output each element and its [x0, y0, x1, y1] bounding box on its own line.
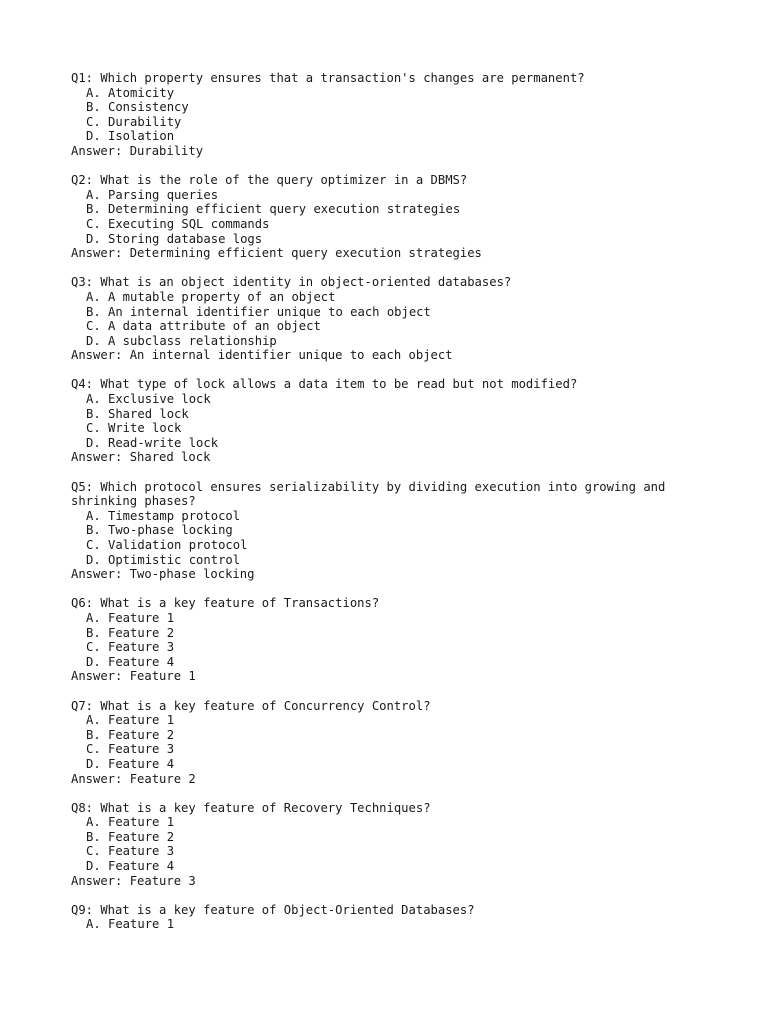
- option-c: C. Executing SQL commands: [86, 216, 270, 231]
- question-block-q5: [71, 480, 691, 582]
- answer-text: Answer: Feature 1: [71, 669, 196, 684]
- answer-text: Answer: Durability: [71, 143, 204, 158]
- answer-text: Answer: Feature 2: [71, 771, 196, 786]
- option-b: B. Two-phase locking: [86, 523, 233, 538]
- option-b: B. An internal identifier unique to each object: [86, 304, 431, 319]
- option-a: A. Feature 1: [86, 610, 175, 625]
- option-a: A. Feature 1: [86, 917, 175, 932]
- option-c: C. Validation protocol: [86, 538, 248, 552]
- option-b: B. Shared lock: [86, 406, 189, 421]
- option-d: D. Feature 4: [86, 859, 175, 874]
- question-block-q9: [71, 903, 691, 932]
- option-a: A. Feature 1: [86, 815, 175, 830]
- question-text: Q8: What is a key feature of Recovery Techniques?: [71, 800, 431, 815]
- question-block-q7: [71, 699, 691, 787]
- quiz-document: [71, 71, 691, 947]
- answer-text: Answer: Two-phase locking: [71, 567, 255, 582]
- answer-text: Answer: Shared lock: [71, 450, 211, 465]
- question-block-q1: [71, 71, 691, 159]
- option-b: B. Consistency: [86, 100, 189, 115]
- question-block-q4: [71, 377, 691, 465]
- question-block-q8: [71, 801, 691, 889]
- question-text: Q4: What type of lock allows a data item to be read but not modified?: [71, 377, 578, 392]
- option-a: A. A mutable property of an object: [86, 289, 336, 304]
- option-d: D. Isolation: [86, 129, 175, 144]
- option-d: D. Feature 4: [86, 654, 175, 669]
- option-d: D. A subclass relationship: [86, 333, 277, 348]
- question-text: Q3: What is an object identity in object-oriented databases?: [71, 275, 512, 290]
- option-c: C. A data attribute of an object: [86, 319, 321, 334]
- question-block-q2: [71, 173, 691, 261]
- option-b: B. Determining efficient query execution strategies: [86, 202, 461, 217]
- option-c: C. Write lock: [86, 421, 182, 436]
- option-d: D. Feature 4: [86, 756, 175, 771]
- question-text: Q7: What is a key feature of Concurrency Control?: [71, 698, 431, 713]
- question-text: Q5: Which protocol ensures serializability by dividing execution into growing and shrinking phases?: [71, 479, 673, 509]
- option-b: B. Feature 2: [86, 829, 175, 844]
- option-c: C. Feature 3: [86, 742, 175, 757]
- option-a: A. Feature 1: [86, 713, 175, 728]
- question-block-q3: [71, 275, 691, 363]
- option-a: A. Parsing queries: [86, 187, 219, 202]
- question-text: Q1: Which property ensures that a transaction's changes are permanent?: [71, 71, 585, 85]
- option-d: D. Read-write lock: [86, 435, 219, 450]
- question-text: Q9: What is a key feature of Object-Oriented Databases?: [71, 902, 475, 917]
- question-block-q6: [71, 596, 691, 684]
- option-a: A. Exclusive lock: [86, 392, 211, 407]
- answer-text: Answer: An internal identifier unique to each object: [71, 348, 453, 363]
- option-d: D. Optimistic control: [86, 552, 241, 567]
- answer-text: Answer: Determining efficient query execution strategies: [71, 246, 482, 261]
- answer-text: Answer: Feature 3: [71, 873, 196, 888]
- option-d: D. Storing database logs: [86, 231, 263, 246]
- option-b: B. Feature 2: [86, 625, 175, 640]
- option-c: C. Durability: [86, 114, 182, 129]
- question-text: Q6: What is a key feature of Transactions?: [71, 596, 380, 611]
- option-b: B. Feature 2: [86, 727, 175, 742]
- option-c: C. Feature 3: [86, 640, 175, 655]
- option-a: A. Timestamp protocol: [86, 508, 241, 523]
- question-text: Q2: What is the role of the query optimizer in a DBMS?: [71, 173, 468, 188]
- option-a: A. Atomicity: [86, 85, 175, 100]
- option-c: C. Feature 3: [86, 844, 175, 859]
